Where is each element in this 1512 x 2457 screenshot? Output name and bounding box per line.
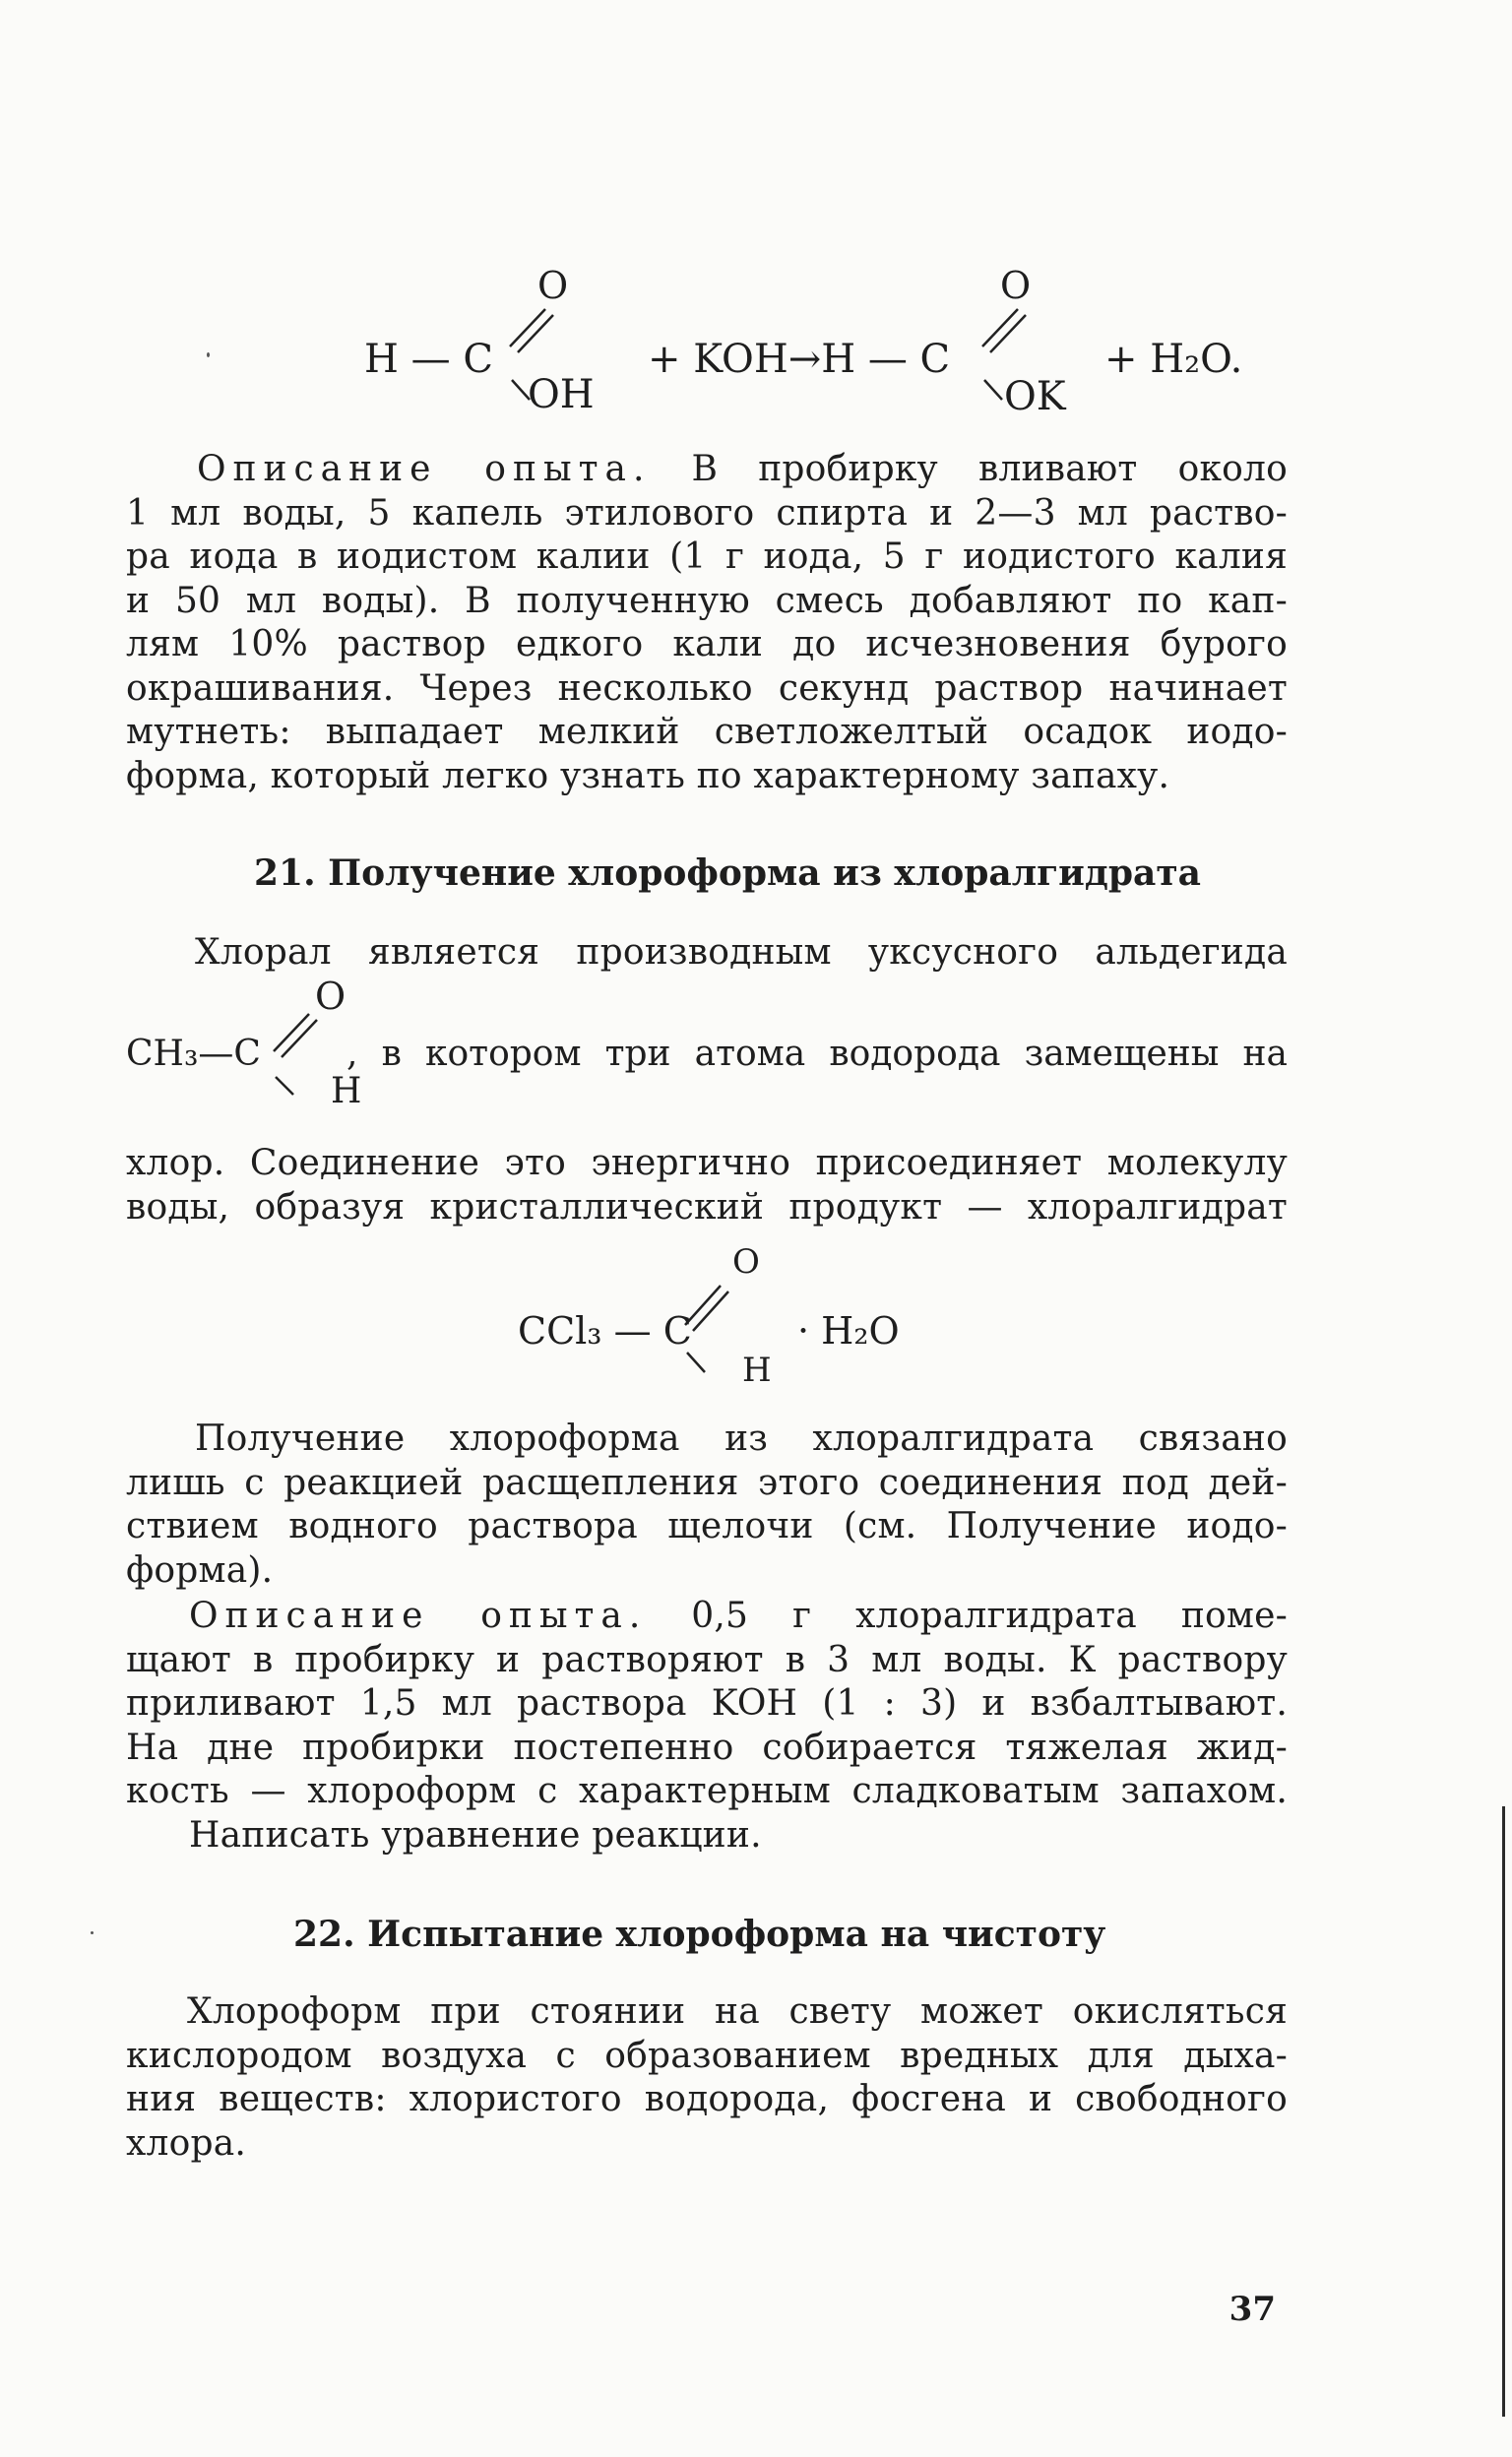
scan-speck — [91, 1931, 94, 1934]
paragraph-chloral — [126, 931, 1288, 976]
page-number: 37 — [1228, 2290, 1276, 2329]
formula-iodoform-reaction — [364, 264, 1270, 431]
text-line: 1 мл воды, 5 капель этилового спирта и 2—3 мл раство- — [126, 492, 1288, 534]
formula3-ccl3-c: CCl₃ — C — [518, 1309, 692, 1353]
text-line — [126, 448, 1288, 492]
text-line: На дне пробирки постепенно собирается тяжелая жид- — [126, 1727, 1288, 1768]
formula1-oxygen-1: O — [537, 264, 569, 307]
formula-acetaldehyde-inline — [126, 975, 1288, 1122]
formula2-ch3-c: CH₃—C — [126, 1034, 261, 1074]
text-line: воды, образуя кристаллический продукт — хлоралгидрат — [126, 1186, 1288, 1228]
formula2-h: H — [331, 1071, 362, 1111]
text-line: лишь с реакцией расщепления этого соединения под дей- — [126, 1462, 1288, 1503]
text-line: кислородом воздуха с образованием вредных для дыха- — [126, 2035, 1288, 2076]
formula1-ok: OK — [1004, 374, 1066, 419]
text-line: Хлороформ при стоянии на свету может окисляться — [187, 1991, 1288, 2032]
text-line: Написать уравнение реакции. — [189, 1814, 762, 1856]
text-line: ра иода в иодистом калии (1 г иода, 5 г иодистого калия — [126, 536, 1288, 577]
section-heading-22: 22. Испытание хлороформа на чистоту — [293, 1914, 1106, 1955]
text-line: окрашивания. Через несколько секунд раствор начинает — [126, 667, 1288, 709]
scan-edge-line — [1502, 1806, 1505, 2417]
text-line: хлор. Соединение это энергично присоединяет молекулу — [126, 1143, 1288, 1183]
text-line: щают в пробирку и растворяют в 3 мл воды. К раствору — [126, 1639, 1288, 1680]
lead-phrase: Описание опыта. — [189, 1596, 648, 1636]
formula3-h: H — [742, 1351, 772, 1390]
formula1-oh: OH — [528, 372, 595, 417]
line-part: 0,5 г хлоралгидрата поме- — [647, 1596, 1288, 1636]
scan-speck — [207, 352, 210, 357]
text-line: приливают 1,5 мл раствора KOH (1 : 3) и взбалтывают. — [126, 1683, 1288, 1724]
paragraph-chloroform-purity — [126, 1990, 1288, 2166]
text-line: форма, который легко узнать по характерному запаху. — [126, 755, 1170, 796]
line-part: В пробирку вливают около — [651, 449, 1288, 489]
paragraph-chloral-cont — [126, 1142, 1288, 1229]
formula2-oxygen: O — [315, 975, 346, 1018]
formula3-oxygen: O — [732, 1242, 760, 1282]
paragraph-chloroform-from-hydrate — [126, 1418, 1288, 1593]
paragraph-iodoform-experiment — [126, 448, 1288, 798]
text-line: хлора. — [126, 2122, 246, 2164]
formula1-water: + H₂O. — [1104, 337, 1243, 382]
formula1-plus-koh: + KOH→H — C — [648, 337, 951, 382]
text-line: Получение хлороформа из хлоралгидрата связано — [195, 1418, 1288, 1459]
text-line: , в котором три атома водорода замещены на — [346, 1034, 1288, 1074]
formula1-h-c: H — C — [364, 337, 493, 382]
formula3-water: · H₂O — [797, 1309, 900, 1353]
section-heading-21: 21. Получение хлороформа из хлоралгидрата — [254, 852, 1201, 894]
text-line: ния веществ: хлористого водорода, фосгена и свободного — [126, 2079, 1288, 2119]
text-line: кость — хлороформ с характерным сладковатым запахом. — [126, 1771, 1288, 1811]
text-line: Хлорал является производным уксусного альдегида — [195, 932, 1288, 973]
text-line: лям 10% раствор едкого кали до исчезновения бурого — [126, 624, 1288, 664]
text-line: ствием водного раствора щелочи (см. Получение иодо- — [126, 1506, 1288, 1546]
formula1-oxygen-2: O — [1000, 264, 1032, 307]
paragraph-chloroform-experiment — [126, 1595, 1288, 1858]
formula-chloral-hydrate — [518, 1242, 931, 1400]
text-line — [126, 1595, 1288, 1639]
text-line: форма). — [126, 1549, 274, 1591]
lead-phrase: Описание опыта. — [197, 449, 652, 489]
text-line: мутнеть: выпадает мелкий светложелтый осадок иодо- — [126, 712, 1288, 752]
text-line: и 50 мл воды). В полученную смесь добавляют по кап- — [126, 580, 1288, 621]
